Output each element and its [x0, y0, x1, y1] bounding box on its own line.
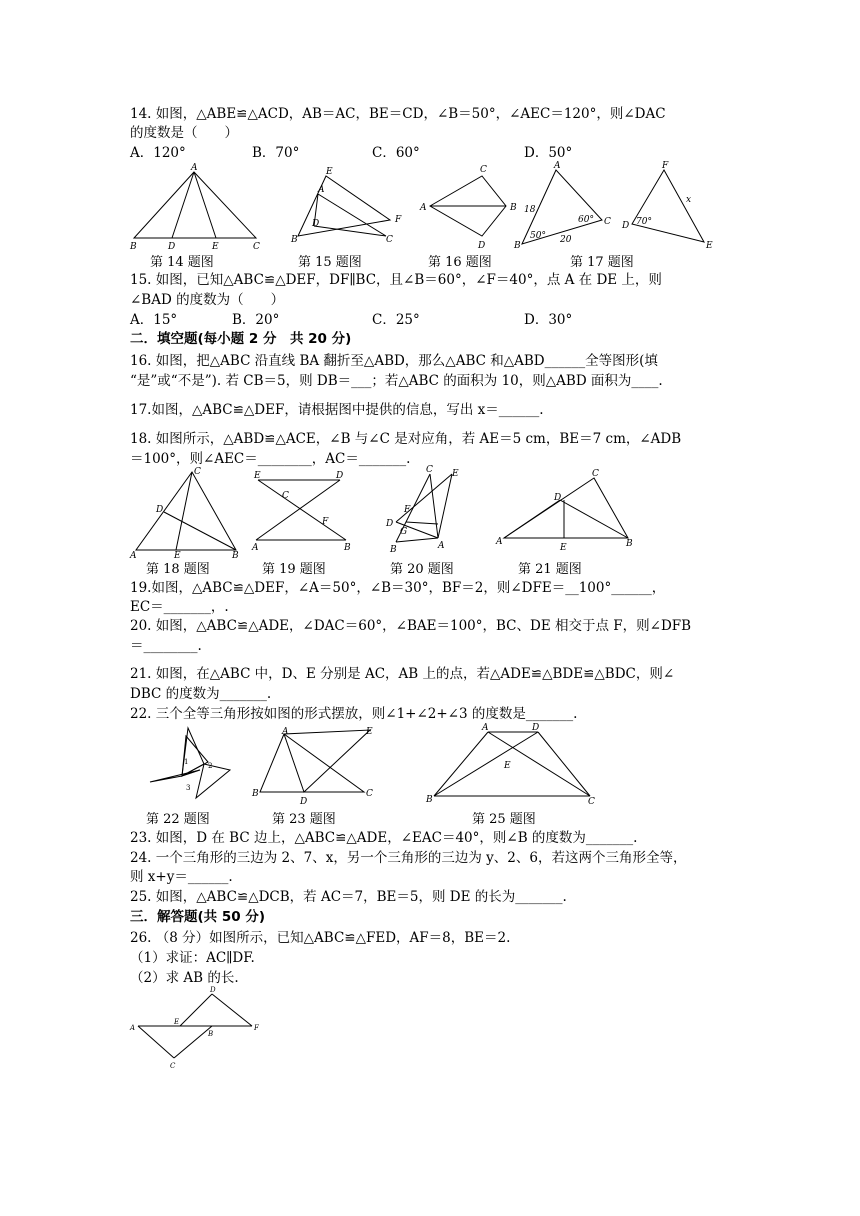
caption-fig21: 第 21 题图	[518, 562, 582, 577]
caption-fig17: 第 17 题图	[570, 255, 634, 270]
q15-option-c: C．25°	[372, 312, 420, 328]
q18-line2: ＝100°，则∠AEC＝________，AC＝_______.	[130, 451, 411, 467]
f20-label-b: B	[390, 545, 397, 555]
f23-label-d: D	[300, 797, 308, 807]
f17b-label-e: E	[706, 241, 713, 251]
f26-label-f: F	[254, 1024, 259, 1032]
f17a-label-18: 18	[524, 205, 536, 215]
f15-label-c: C	[386, 235, 393, 245]
q15-option-a: A．15°	[130, 312, 178, 328]
f26-label-b: B	[208, 1030, 214, 1038]
q22-text: 22. 三个全等三角形按如图的形式摆放，则∠1+∠2+∠3 的度数是_______.	[130, 706, 578, 722]
f22-label-2: 2	[208, 762, 213, 770]
q16-line2: “是”或“不是”). 若 CB＝5，则 DB＝___；若△ABC 的面积为 10，则△ABD 面积为____.	[130, 373, 663, 389]
f21-label-d: D	[554, 493, 562, 503]
f15-label-e: E	[326, 167, 333, 177]
f19-label-d: D	[336, 471, 344, 481]
f20-label-c: C	[426, 465, 433, 475]
q17-text: 17.如图，△ABC≌△DEF，请根据图中提供的信息，写出 x＝______.	[130, 402, 544, 418]
f22-label-1: 1	[184, 758, 189, 766]
q23-text: 23. 如图，D 在 BC 边上，△ABC≌△ADE，∠EAC＝40°，则∠B 的度数为_______.	[130, 830, 638, 846]
q14-option-c: C．60°	[372, 145, 420, 161]
f16-label-a: A	[420, 203, 427, 213]
figure-19	[250, 468, 356, 554]
q15-stem-line1: 15. 如图，已知△ABC≌△DEF，DF∥BC，且∠B＝60°，∠F＝40°，点 A 在 DE 上，则	[130, 272, 662, 288]
f17b-label-d: D	[622, 221, 630, 231]
figure-22	[142, 722, 238, 808]
q14-stem-line2: 的度数是（ ）	[130, 125, 238, 141]
f19-label-c: C	[282, 491, 289, 501]
f14-label-b: B	[130, 242, 137, 252]
caption-fig25: 第 25 题图	[472, 812, 536, 827]
figure-20	[384, 464, 468, 556]
f22-label-3: 3	[186, 784, 191, 792]
f16-label-d: D	[478, 241, 486, 251]
f25-label-a: A	[482, 723, 489, 733]
figure-23	[252, 722, 382, 808]
f26-label-a: A	[130, 1024, 136, 1032]
q20-line1: 20. 如图，△ABC≌△ADE，∠DAC＝60°，∠BAE＝100°，BC、DE 相交于点 F，则∠DFB	[130, 618, 692, 634]
f20-label-g: G	[400, 527, 408, 537]
caption-fig14: 第 14 题图	[150, 255, 214, 270]
f19-label-a: A	[252, 543, 259, 553]
caption-fig23: 第 23 题图	[272, 812, 336, 827]
q14-stem-line1: 14. 如图，△ABE≌△ACD，AB＝AC，BE＝CD，∠B＝50°，∠AEC＝120°，则∠DAC	[130, 106, 666, 122]
f15-label-b: B	[291, 235, 298, 245]
f19-label-e: E	[254, 471, 261, 481]
f26-label-e: E	[174, 1018, 180, 1026]
f14-label-a: A	[191, 163, 198, 173]
f17b-label-f: F	[662, 161, 669, 171]
f25-label-b: B	[426, 795, 433, 805]
f18-label-c: C	[194, 467, 201, 477]
f14-label-c: C	[253, 242, 260, 252]
f23-label-a: A	[282, 727, 289, 737]
q24-line2: 则 x+y＝______.	[130, 869, 233, 885]
f17b-label-x: x	[686, 195, 692, 205]
figure-26	[128, 984, 268, 1072]
f17a-label-20: 20	[560, 235, 572, 245]
q19-line1: 19.如图，△ABC≌△DEF，∠A＝50°，∠B＝30°，BF＝2，则∠DFE＝__100°______，	[130, 580, 666, 596]
figure-17	[510, 158, 730, 254]
f23-label-c: C	[366, 789, 373, 799]
figure-16	[420, 164, 520, 252]
q15-stem-line2: ∠BAD 的度数为（ ）	[130, 292, 285, 308]
f16-label-c: C	[480, 165, 487, 175]
f15-label-d: D	[312, 219, 320, 229]
f18-label-a: A	[130, 551, 137, 561]
q26-line2: （1）求证：AC∥DF.	[130, 950, 255, 966]
f25-label-d: D	[532, 723, 540, 733]
q21-line1: 21. 如图，在△ABC 中，D、E 分别是 AC，AB 上的点，若△ADE≌△BDE≌△BDC，则∠	[130, 666, 675, 682]
q14-option-a: A．120°	[130, 145, 186, 161]
q14-option-b: B．70°	[252, 145, 300, 161]
caption-fig18: 第 18 题图	[146, 562, 210, 577]
f18-label-e: E	[174, 551, 181, 561]
figure-25	[424, 720, 604, 810]
q19-line2: EC＝_______，.	[130, 599, 229, 615]
f25-label-e: E	[504, 761, 511, 771]
f21-label-e: E	[560, 543, 567, 553]
f16-label-b: B	[510, 203, 517, 213]
q15-option-b: B．20°	[232, 312, 280, 328]
f18-label-b: B	[232, 551, 239, 561]
caption-fig22: 第 22 题图	[146, 812, 210, 827]
f26-label-d: D	[210, 986, 216, 994]
q16-line1: 16. 如图，把△ABC 沿直线 BA 翻折至△ABD，那么△ABC 和△ABD______全等图形(填	[130, 353, 658, 369]
q21-line2: DBC 的度数为_______.	[130, 686, 272, 702]
figure-21	[494, 466, 640, 552]
f17a-label-a: A	[554, 161, 561, 171]
f17b-label-70: 70°	[636, 217, 652, 227]
q26-line1: 26. （8 分）如图所示，已知△ABC≌△FED，AF＝8，BE＝2.	[130, 930, 511, 946]
f18-label-d: D	[156, 505, 164, 515]
figure-14	[128, 162, 268, 254]
f21-label-c: C	[592, 469, 599, 479]
figure-15	[290, 164, 410, 254]
f23-label-e: E	[366, 727, 373, 737]
figure-18	[128, 464, 242, 560]
q25-text: 25. 如图，△ABC≌△DCB，若 AC＝7，BE＝5，则 DE 的长为_______.	[130, 889, 567, 905]
caption-fig16: 第 16 题图	[428, 255, 492, 270]
f23-label-b: B	[252, 789, 259, 799]
f20-label-d: D	[386, 519, 394, 529]
f17a-label-50: 50°	[530, 231, 546, 241]
f17a-label-b: B	[514, 241, 521, 251]
f14-label-d: D	[168, 242, 176, 252]
q20-line2: ＝________.	[130, 638, 202, 654]
caption-fig19: 第 19 题图	[262, 562, 326, 577]
f25-label-c: C	[588, 797, 595, 807]
q26-line3: （2）求 AB 的长.	[130, 970, 239, 986]
q14-option-d: D．50°	[524, 145, 573, 161]
caption-fig20: 第 20 题图	[390, 562, 454, 577]
f17a-label-c: C	[604, 217, 611, 227]
f21-label-a: A	[496, 537, 503, 547]
f14-label-e: E	[212, 242, 219, 252]
caption-fig15: 第 15 题图	[298, 255, 362, 270]
f20-label-f: F	[404, 505, 411, 515]
f26-label-c: C	[170, 1062, 176, 1070]
q18-line1: 18. 如图所示，△ABD≌△ACE，∠B 与∠C 是对应角，若 AE＝5 cm，BE＝7 cm，∠ADB	[130, 431, 682, 447]
section-answer-heading: 三．解答题(共 50 分)	[130, 909, 266, 925]
f17a-label-60: 60°	[578, 215, 594, 225]
section-fill-in-heading: 二．填空题(每小题 2 分 共 20 分)	[130, 331, 352, 347]
f20-label-a: A	[438, 541, 445, 551]
q15-option-d: D．30°	[524, 312, 573, 328]
f19-label-f: F	[322, 517, 329, 527]
f19-label-b: B	[344, 543, 351, 553]
f20-label-e: E	[452, 469, 459, 479]
q24-line1: 24. 一个三角形的三边为 2、7、x，另一个三角形的三边为 y、2、6，若这两个三角形全等，	[130, 850, 687, 866]
f15-label-f: F	[395, 215, 402, 225]
f15-label-a: A	[318, 185, 325, 195]
f21-label-b: B	[626, 539, 633, 549]
